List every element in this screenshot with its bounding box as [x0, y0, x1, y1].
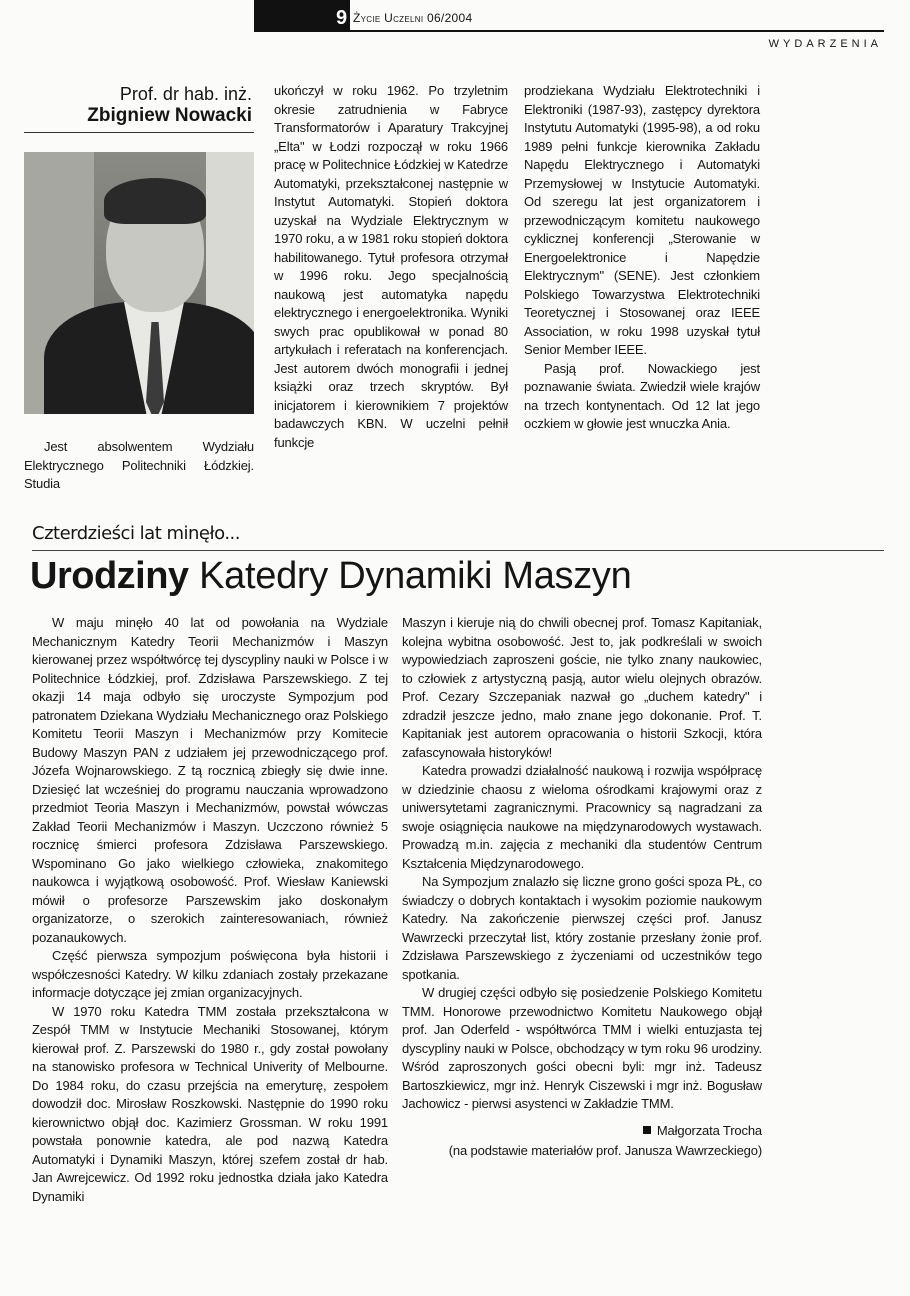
bio-col2-text: ukończył w roku 1962. Po trzyletnim okresie zatrudnienia w Fabryce Transformatorów i Aparatury Trakcyjnej „Elta" w Łodzi rozpoczął w roku 1966 pracę w Politechnice Łódzkiej w Katedrze Automatyki, przekształconej następnie w Instytut Automatyki. Stopień doktora uzyskał na Wydziale Elektrycznym w 1970 roku, a w 1981 roku stopień doktora habilitowanego. Tytuł profesora otrzymał w 1996 roku. Jego specjalnością naukową jest automatyka napędu elektrycznego i energoelektronika. Wyniki swych prac opublikował w ponad 80 artykułach i referatach na konferencjach. Jest autorem dwóch monografii i jednej książki oraz trzech skryptów. Był inicjatorem i kierownikiem 7 projektów badawczych KBN. W uczelni pełnił funkcje	[274, 83, 508, 450]
bio-col3-paragraph: prodziekana Wydziału Elektrotechniki i Elektroniki (1987-93), zastępcy dyrektora Instytutu Automatyki (1995-98), a od roku 1989 pełni funkcje kierownika Zakładu Napędu Elektrycznego i Automatyki Przemysłowej w Instytucie Automatyki. Od szeregu lat jest organizatorem i przewodniczącym komitetu naukowego cyklicznej konferencji „Sterowanie w Energoelektronice i Napędzie Elektrycznym" (SENE). Jest członkiem Polskiego Towarzystwa Elektrotechniki Teoretycznej i Stosowanej oraz IEEE Association, w roku 1998 uzyskał tytuł Senior Member IEEE.	[524, 83, 760, 357]
article-author-note-wrap	[402, 1142, 762, 1161]
bio-name-rule	[24, 132, 254, 133]
headline-bold: Urodziny	[30, 555, 189, 597]
bio-column-3	[524, 82, 760, 434]
article-paragraph: Maszyn i kieruje nią do chwili obecnej prof. Tomasz Kapitaniak, kolejna wybitna osobowość. Jest to, jak podkreślali w swoich wypowiedziach zaproszeni goście, nie tylko znany naukowiec, to człowiek z artystyczną pasją, autor wielu olejnych obrazów. Prof. Cezary Szczepaniak nazwał go „duchem katedry" i zdradził jeszcze jedno, mało znane jego dokonanie. Prof. T. Kapitaniak jest autorem opracowania o historii Szkocji, która zafascynowała historyków!	[402, 615, 762, 760]
section-label: WYDARZENIA	[768, 38, 882, 50]
issue-label: Życie Uczelni 06/2004	[353, 11, 473, 25]
article-paragraph: W drugiej części odbyło się posiedzenie Polskiego Komitetu TMM. Honorowe przewodnictwo Komitetu Naukowego objął prof. Jan Oderfeld - współtwórca TMM i wielki entuzjasta tej dyscypliny nauki w Polsce, obchodzący w tym roku 96 urodziny. Wśród zaproszonych gości obecni byli: mgr inż. Tadeusz Bartoszkiewicz, mgr inż. Henryk Ciszewski i mgr inż. Bogusław Jachowicz - pierwsi asystenci w Zakładzie TMM.	[402, 985, 762, 1111]
photo-hair	[104, 178, 206, 224]
article-paragraph: Na Sympozjum znalazło się liczne grono gości spoza PŁ, co świadczy o dobrych kontaktach i wysokim poziomie naukowym Katedry. Na zakończenie pierwszej części prof. Janusz Wawrzecki przeczytał list, który zostanie przesłany żonie prof. Zdzisława Parszewskiego z życzeniami od uczestników tego spotkania.	[402, 874, 762, 982]
article-column-1	[32, 614, 388, 1206]
article-author-note: (na podstawie materiałów prof. Janusza Wawrzeckiego)	[448, 1143, 762, 1158]
article-kicker: Czterdzieści lat minęło...	[32, 523, 240, 544]
article-paragraph: W 1970 roku Katedra TMM została przekształcona w Zespół TMM w Instytucie Mechaniki Stosowanej, którym kierował prof. Z. Parszewski do 1980 r., gdy został powołany na stanowisko profesora w Technical Univerity of Melbourne. Do 1984 roku, do czasu przejścia na emeryturę, zespołem dowodził doc. Mirosław Roszkowski. Następnie do 1990 roku kierownictwo objął doc. Kazimierz Grossman. W roku 1991 powstała ponownie katedra, ale pod nazwą Katedra Automatyki i Dynamiki Maszyn, której szefem został dr hab. Jan Awrejcewicz. Od 1992 roku jednostka działa jako Katedra Dynamiki	[32, 1003, 388, 1204]
article-paragraph: Część pierwsza sympozjum poświęcona była historii i współczesności Katedry. W kilku zdaniach zostały przekazane informacje dotyczące jej zmian organizacyjnych.	[32, 948, 388, 1000]
article-headline	[30, 552, 631, 600]
bio-name-block	[24, 84, 252, 126]
bio-title: Prof. dr hab. inż.	[119, 84, 252, 104]
kicker-rule	[32, 550, 884, 551]
article-column-2	[402, 614, 762, 1161]
bio-caption-text: Jest absolwentem Wydziału Elektrycznego Politechniki Łódzkiej. Studia	[24, 439, 254, 491]
article-signature	[402, 1122, 762, 1141]
signature-square-icon	[643, 1126, 651, 1134]
bio-caption	[24, 438, 254, 494]
article-paragraph: W maju minęło 40 lat od powołania na Wydziale Mechanicznym Katedry Teorii Mechanizmów i Maszyn kierowanej przez współtwórcę tej dyscypliny nauki w Polsce i w Politechnice Łódzkiej, prof. Zdzisława Parszewskiego. Z tej okazji 14 maja odbyło się uroczyste Sympozjum pod patronatem Dziekana Wydziału Mechanicznego oraz Polskiego Komitetu Teorii Maszyn i Mechanizmów przy Komitecie Budowy Maszyn PAN z udziałem jej przewodniczącego prof. Józefa Wojnarowskiego. Z tą rocznicą zbiegły się dwie inne. Dziesięć lat wcześniej do programu nauczania wprowadzono przedmiot Teoria Maszyn i Mechanizmów, powstał wówczas Zakład Teorii Mechanizmów i Maszyn. Uczczono również 5 rocznicę śmierci profesora Zdzisława Parszewskiego. Wspominano Go jako wielkiego człowieka, znakomitego naukowca i wyjątkową osobowość. Prof. Wiesław Kaniewski mówił o profesorze Parszewskim jako doskonałym organizatorze, o szerokich zainteresowaniach, również pozanaukowych.	[32, 615, 388, 945]
article-author: Małgorzata Trocha	[656, 1122, 762, 1138]
bio-col3-paragraph: Pasją prof. Nowackiego jest poznawanie świata. Zwiedził wiele krajów na trzech kontynentach. Od 12 lat jego oczkiem w głowie jest wnuczka Ania.	[524, 360, 760, 431]
page-number: 9	[336, 7, 348, 29]
headline-rest: Katedry Dynamiki Maszyn	[199, 555, 632, 597]
article-paragraph: Katedra prowadzi działalność naukową i rozwija współpracę w dziedzinie chaosu z wieloma ośrodkami krajowymi oraz z uniwersytetami zagranicznymi. Pracownicy są nagradzani za swoje osiągnięcia naukowe na międzynarodowych wystawach. Prowadzą m.in. zajęcia z mechaniki dla studentów Centrum Kształcenia Międzynarodowego.	[402, 763, 762, 871]
header-rule	[254, 30, 884, 32]
bio-name: Zbigniew Nowacki	[87, 105, 252, 126]
bio-column-2	[274, 82, 508, 452]
portrait-photo	[24, 152, 254, 414]
